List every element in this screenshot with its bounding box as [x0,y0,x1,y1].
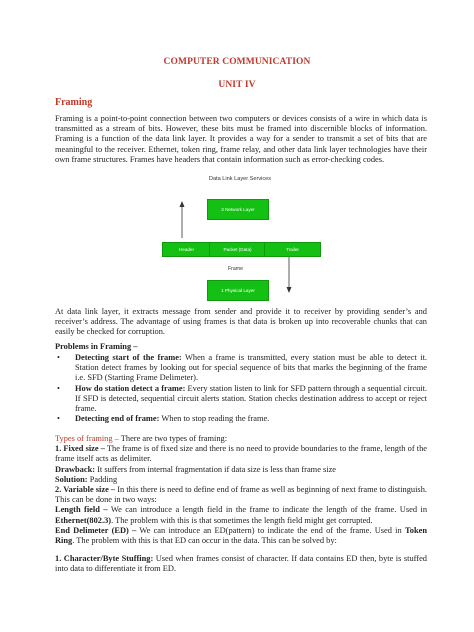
length-field: Length field – We can introduce a length field in the frame to indicate the length of the frame. Used in Ethernet(802.3). The problem with this is that sometimes the length field might get corrupted. [55,505,428,525]
trailer-box: Trailer [264,242,321,257]
list-item: • How do station detect a frame: Every station listen to link for SFD pattern through a sequential circuit. If SFD is detected, sequential circuit alerts station. Station checks destination address to accept or reject frame. [57,383,428,414]
types-intro: Types of framing – There are two types of framing: [55,434,228,443]
solution: Solution: Padding [55,474,118,484]
diagram-title: Data Link Layer Services [208,176,272,182]
problems-list [55,353,427,424]
byte-stuffing: 1. Character/Byte Stuffing: Used when frames consist of character. If data contains ED then, byte is stuffed into data to differentiate it from ED. [55,554,427,574]
variable-size: 2. Variable size – In this there is need to define end of frame as well as beginning of next frame to distinguish. This can be done in two ways: [55,485,427,505]
types-heading: Types of framing – [55,434,119,443]
link-layer-paragraph: At data link layer, it extracts message from sender and provide it to receiver by providing sender’s and receiver’s address. The advantage of using frames is that data is broken up into recoverable chunks that can easily be checked for corruption. [55,307,427,337]
list-item: • Detecting end of frame: When to stop reading the frame. [57,414,270,424]
drawback: Drawback: It suffers from internal fragmentation if data size is less than frame size [55,464,337,474]
frame-label: Frame [228,266,243,272]
framing-paragraph: Framing is a point-to-point connection between two computers or devices consists of a wire in which data is transmitted as a stream of bits. However, these bits must be framed into discernible blocks of information. Framing is a function of the data link layer. It provides a way for a sender to transmit a set of bits that are meaningful to the receiver. Ethernet, token ring, frame relay, and other data link layer technologies have their own frame structures. Frames have headers that contain information such as error-checking codes. [55,114,427,164]
unit-title: UNIT IV [218,80,256,90]
page-title: COMPUTER COMMUNICATION [163,57,311,67]
header-box: Header [162,242,211,257]
framing-heading: Framing [55,97,93,108]
data-link-diagram [120,176,360,311]
types-section [55,434,427,575]
problems-heading: Problems in Framing – [55,342,138,351]
end-delimeter: End Delimeter (ED) – We can introduce an ED(pattern) to indicate the end of the frame. Used in Token Ring. The problem with this is that ED can occur in the data. This can be solved by: [55,525,427,546]
physical-layer-box: 1 Physical Layer [207,280,269,301]
list-item: • Detecting start of the frame: When a frame is transmitted, every station must be able to detect it. Station detect frames by looking out for special sequence of bits that marks the beginning of the frame i.e. SFD (Starting Frame Delimeter). [57,353,427,383]
network-layer-box: 3 Network Layer [207,199,269,220]
fixed-size: 1. Fixed size – The frame is of fixed size and there is no need to provide boundaries to the frame, length of the frame itself acts as delimiter. [55,444,427,464]
packet-box: Packet (Data) [209,242,266,257]
